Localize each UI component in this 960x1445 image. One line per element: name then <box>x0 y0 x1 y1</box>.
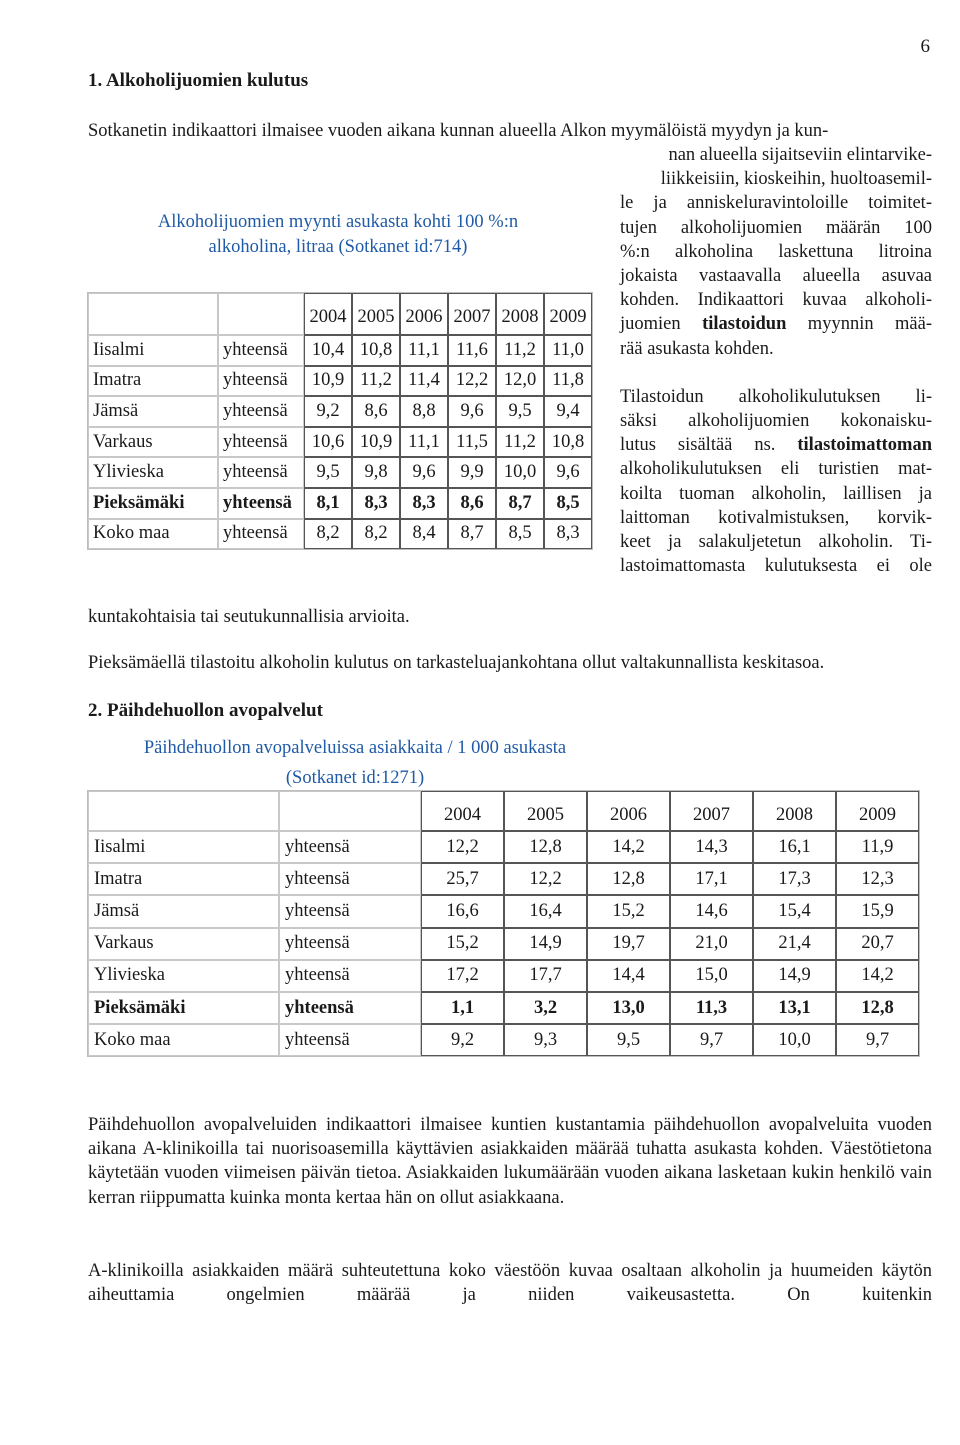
side-line: Tilastoidun alkoholikulutuksen li- <box>620 386 932 407</box>
side-line: laittoman kotivalmistuksen, korvik- <box>620 507 932 528</box>
side-line-tilastoidun <box>620 312 932 336</box>
value-cell: 12,3 <box>836 863 919 895</box>
value-cell: 9,6 <box>400 457 448 488</box>
value-cell: 8,3 <box>544 519 592 550</box>
value-cell: 8,5 <box>544 488 592 519</box>
table-row <box>88 960 919 992</box>
value-cell: 17,7 <box>504 960 587 992</box>
value-cell: 11,1 <box>400 427 448 458</box>
region-cell: Jämsä <box>88 895 279 927</box>
value-cell: 12,8 <box>587 863 670 895</box>
body-paragraph: A-klinikoilla asiakkaiden määrä suhteutettuna koko väestöön kuvaa osaltaan alkoholin ja huumeiden käytön aiheuttamia ongelmien määrää ja niiden vaikeusastetta. On kuitenkin <box>88 1261 932 1306</box>
section-2-heading: 2. Päihdehuollon avopalvelut <box>88 700 323 721</box>
value-cell: 10,4 <box>304 335 352 366</box>
value-cell: 12,2 <box>504 863 587 895</box>
region-cell: Imatra <box>88 366 218 397</box>
value-cell: 11,4 <box>400 366 448 397</box>
table-row <box>88 457 592 488</box>
region-cell: Koko maa <box>88 1024 279 1056</box>
year-header: 2008 <box>753 791 836 831</box>
value-cell: 1,1 <box>421 992 504 1024</box>
value-cell: 8,2 <box>352 519 400 550</box>
sidebar-text <box>620 143 932 578</box>
value-cell: 17,1 <box>670 863 753 895</box>
table-row-highlight <box>88 488 592 519</box>
table-header-row <box>88 791 919 831</box>
value-cell: 10,0 <box>753 1024 836 1056</box>
measure-cell: yhteensä <box>279 1024 421 1056</box>
value-cell: 8,3 <box>400 488 448 519</box>
measure-cell: yhteensä <box>279 863 421 895</box>
region-cell: Ylivieska <box>88 457 218 488</box>
summary-text: Pieksämäellä tilastoitu alkoholin kulutus on tarkasteluajankohtana ollut valtakunnallista keskitasoa. <box>88 653 825 673</box>
table-row <box>88 396 592 427</box>
header-empty-cell <box>218 293 304 335</box>
value-cell: 8,7 <box>496 488 544 519</box>
value-cell: 11,9 <box>836 831 919 863</box>
header-empty-cell <box>88 293 218 335</box>
value-cell: 10,9 <box>304 366 352 397</box>
value-cell: 21,4 <box>753 928 836 960</box>
value-cell: 9,5 <box>496 396 544 427</box>
side-line: säksi alkoholijuomien kokonaisku- <box>620 411 932 432</box>
value-cell: 20,7 <box>836 928 919 960</box>
value-cell: 14,9 <box>504 928 587 960</box>
bold-term: tilastoidun <box>702 314 787 335</box>
value-cell: 15,2 <box>421 928 504 960</box>
value-cell: 9,4 <box>544 396 592 427</box>
measure-cell: yhteensä <box>279 960 421 992</box>
value-cell: 9,5 <box>304 457 352 488</box>
value-cell: 17,2 <box>421 960 504 992</box>
value-cell: 10,0 <box>496 457 544 488</box>
table-1-title-line: Alkoholijuomien myynti asukasta kohti 100 %:n <box>157 212 519 232</box>
measure-cell: yhteensä <box>218 457 304 488</box>
value-cell: 12,0 <box>496 366 544 397</box>
year-header: 2005 <box>504 791 587 831</box>
alcohol-sales-table <box>87 292 593 550</box>
value-cell: 16,4 <box>504 895 587 927</box>
region-cell: Jämsä <box>88 396 218 427</box>
value-cell: 11,6 <box>448 335 496 366</box>
section-1-heading: 1. Alkoholijuomien kulutus <box>88 70 309 91</box>
value-cell: 8,6 <box>448 488 496 519</box>
region-cell: Varkaus <box>88 427 218 458</box>
value-cell: 14,3 <box>670 831 753 863</box>
region-cell: Pieksämäki <box>88 488 218 519</box>
header-empty-cell <box>88 791 279 831</box>
side-text: myynnin mää- <box>786 314 932 335</box>
value-cell: 8,3 <box>352 488 400 519</box>
table-row <box>88 831 919 863</box>
value-cell: 8,2 <box>304 519 352 550</box>
table-row <box>88 1024 919 1056</box>
value-cell: 11,0 <box>544 335 592 366</box>
table-2-title-line: Päihdehuollon avopalveluissa asiakkaita / 1 000 asukasta <box>143 738 567 758</box>
value-cell: 14,9 <box>753 960 836 992</box>
value-cell: 9,5 <box>587 1024 670 1056</box>
year-header: 2008 <box>496 293 544 335</box>
year-header: 2004 <box>421 791 504 831</box>
value-cell: 12,2 <box>448 366 496 397</box>
value-cell: 8,8 <box>400 396 448 427</box>
value-cell: 9,2 <box>421 1024 504 1056</box>
value-cell: 15,9 <box>836 895 919 927</box>
value-cell: 8,1 <box>304 488 352 519</box>
side-line: koilta tuoman alkoholin, laillisen ja <box>620 483 932 504</box>
region-cell: Koko maa <box>88 519 218 550</box>
year-header: 2005 <box>352 293 400 335</box>
value-cell: 10,8 <box>544 427 592 458</box>
value-cell: 10,8 <box>352 335 400 366</box>
value-cell: 25,7 <box>421 863 504 895</box>
header-empty-cell <box>279 791 421 831</box>
value-cell: 17,3 <box>753 863 836 895</box>
value-cell: 9,6 <box>448 396 496 427</box>
table-row <box>88 335 592 366</box>
year-header: 2007 <box>670 791 753 831</box>
substance-abuse-services-table <box>87 790 920 1057</box>
value-cell: 12,2 <box>421 831 504 863</box>
continuation-text: kuntakohtaisia tai seutukunnallisia arvioita. <box>88 607 410 627</box>
value-cell: 15,0 <box>670 960 753 992</box>
value-cell: 13,0 <box>587 992 670 1024</box>
value-cell: 15,4 <box>753 895 836 927</box>
table-header-row <box>88 293 592 335</box>
measure-cell: yhteensä <box>218 366 304 397</box>
table-row <box>88 895 919 927</box>
value-cell: 11,8 <box>544 366 592 397</box>
value-cell: 8,4 <box>400 519 448 550</box>
value-cell: 19,7 <box>587 928 670 960</box>
side-line: lastoimattomasta kulutuksesta ei ole <box>620 556 932 577</box>
year-header: 2006 <box>587 791 670 831</box>
measure-cell: yhteensä <box>218 488 304 519</box>
measure-cell: yhteensä <box>218 396 304 427</box>
value-cell: 13,1 <box>753 992 836 1024</box>
region-cell: Imatra <box>88 863 279 895</box>
region-cell: Iisalmi <box>88 831 279 863</box>
region-cell: Pieksämäki <box>88 992 279 1024</box>
measure-cell: yhteensä <box>218 335 304 366</box>
region-cell: Ylivieska <box>88 960 279 992</box>
table-row <box>88 427 592 458</box>
measure-cell: yhteensä <box>218 427 304 458</box>
measure-cell: yhteensä <box>279 831 421 863</box>
value-cell: 14,2 <box>587 831 670 863</box>
side-line-tilastoimattoman <box>620 433 932 457</box>
value-cell: 9,9 <box>448 457 496 488</box>
table-row <box>88 863 919 895</box>
side-line: le ja anniskeluravintoloille toimitet- <box>620 193 932 214</box>
year-header: 2009 <box>544 293 592 335</box>
year-header: 2009 <box>836 791 919 831</box>
side-line: jokaista vastaavalla alueella asuvaa <box>620 266 932 287</box>
table-1-title-line: alkoholina, litraa (Sotkanet id:714) <box>208 237 468 257</box>
value-cell: 14,4 <box>587 960 670 992</box>
region-cell: Varkaus <box>88 928 279 960</box>
value-cell: 9,3 <box>504 1024 587 1056</box>
value-cell: 11,3 <box>670 992 753 1024</box>
value-cell: 8,6 <box>352 396 400 427</box>
value-cell: 8,7 <box>448 519 496 550</box>
table-row <box>88 366 592 397</box>
value-cell: 3,2 <box>504 992 587 1024</box>
table-2-title-line: (Sotkanet id:1271) <box>285 768 425 788</box>
side-line: liikkeisiin, kioskeihin, huoltoasemil- <box>660 169 932 190</box>
value-cell: 10,6 <box>304 427 352 458</box>
value-cell: 11,2 <box>496 427 544 458</box>
value-cell: 9,6 <box>544 457 592 488</box>
measure-cell: yhteensä <box>218 519 304 550</box>
value-cell: 9,7 <box>670 1024 753 1056</box>
value-cell: 16,1 <box>753 831 836 863</box>
value-cell: 12,8 <box>504 831 587 863</box>
side-line: keet ja salakuljetetun alkoholin. Ti- <box>620 532 932 553</box>
value-cell: 14,6 <box>670 895 753 927</box>
value-cell: 16,6 <box>421 895 504 927</box>
value-cell: 9,7 <box>836 1024 919 1056</box>
value-cell: 11,2 <box>352 366 400 397</box>
year-header: 2007 <box>448 293 496 335</box>
measure-cell: yhteensä <box>279 992 421 1024</box>
side-text: lutus sisältää ns. <box>620 435 798 456</box>
side-line: kohden. Indikaattori kuvaa alkoholi- <box>620 290 932 311</box>
value-cell: 15,2 <box>587 895 670 927</box>
intro-line: Sotkanetin indikaattori ilmaisee vuoden aikana kunnan alueella Alkon myymälöistä myydyn ja kun- <box>88 121 829 141</box>
page-number: 6 <box>920 36 930 57</box>
year-header: 2004 <box>304 293 352 335</box>
measure-cell: yhteensä <box>279 928 421 960</box>
side-text: juomien <box>620 314 703 335</box>
table-row-highlight <box>88 992 919 1024</box>
value-cell: 9,8 <box>352 457 400 488</box>
side-line: %:n alkoholina laskettuna litroina <box>620 241 932 262</box>
side-line: alkoholikulutuksen eli turistien mat- <box>620 459 932 480</box>
value-cell: 11,5 <box>448 427 496 458</box>
table-row <box>88 519 592 550</box>
year-header: 2006 <box>400 293 448 335</box>
side-line: nan alueella sijaitseviin elintarvike- <box>668 145 932 165</box>
value-cell: 21,0 <box>670 928 753 960</box>
table-1-title <box>88 210 588 260</box>
value-cell: 8,5 <box>496 519 544 550</box>
region-cell: Iisalmi <box>88 335 218 366</box>
body-paragraph: Päihdehuollon avopalveluiden indikaattori ilmaisee kuntien kustantamia päihdehuollon avopalveluita vuoden aikana A-klinikoilla tai nuorisoasemilla käyttävien asiakkaiden määrää tuhatta asukasta kohden. Väestötietona käytetään vuoden viimeisen päivän tietoa. Asiakkaiden lukumäärään vuoden aikana lasketaan kukin henkilö vain kerran riippumatta kuinka monta kertaa hän on ollut asiakkaana. <box>88 1115 932 1208</box>
table-2-title <box>100 733 610 793</box>
value-cell: 10,9 <box>352 427 400 458</box>
side-line: tujen alkoholijuomien määrän 100 <box>620 217 932 238</box>
measure-cell: yhteensä <box>279 895 421 927</box>
bold-term: tilastoimattoman <box>797 435 932 456</box>
value-cell: 9,2 <box>304 396 352 427</box>
side-line: rää asukasta kohden. <box>620 338 774 359</box>
table-row <box>88 928 919 960</box>
value-cell: 14,2 <box>836 960 919 992</box>
value-cell: 12,8 <box>836 992 919 1024</box>
value-cell: 11,1 <box>400 335 448 366</box>
value-cell: 11,2 <box>496 335 544 366</box>
